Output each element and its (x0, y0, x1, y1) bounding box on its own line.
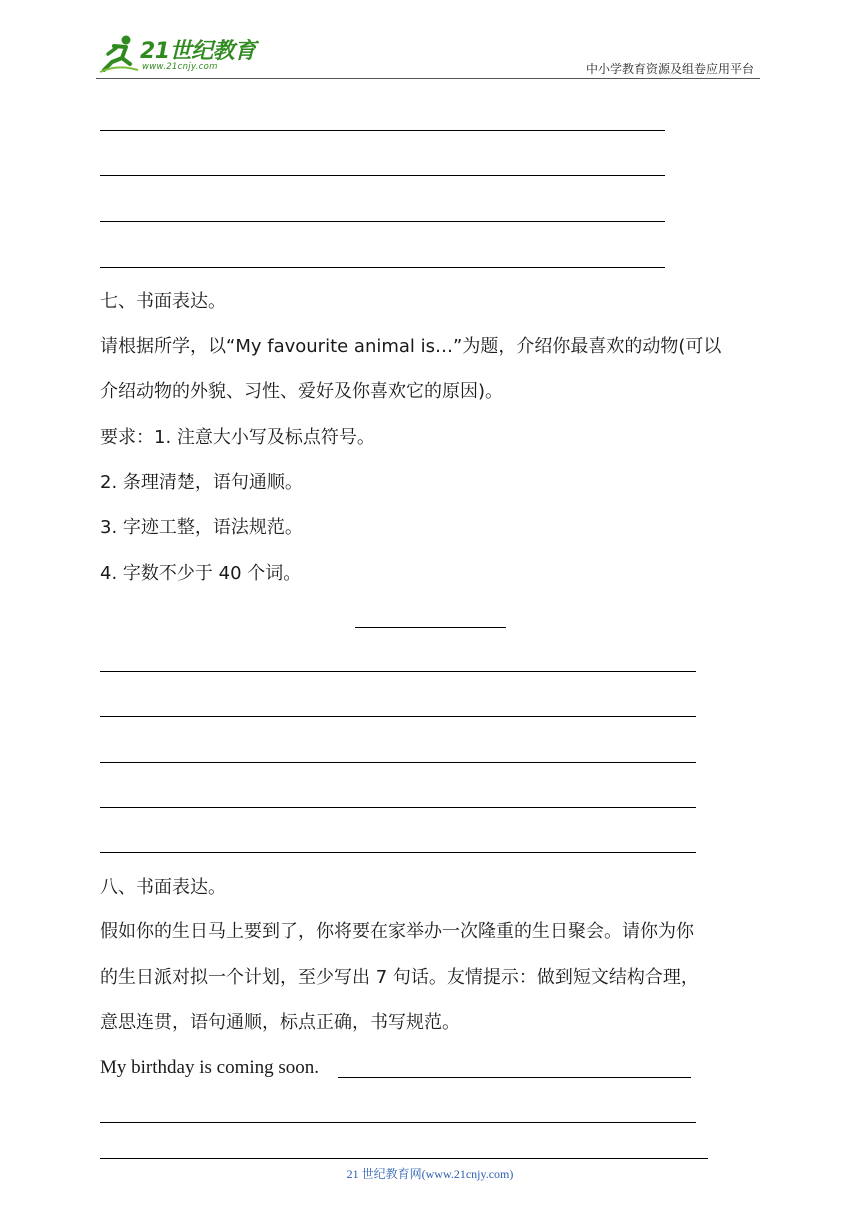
essay-answer-line[interactable] (100, 852, 696, 853)
section-7-requirement-4: 4. 字数不少于 40 个词。 (100, 563, 302, 584)
page-footer[interactable]: 21 世纪教育网(www.21cnjy.com) (346, 1167, 514, 1181)
page-header (0, 0, 860, 80)
answer-line[interactable] (100, 221, 665, 222)
section-8-prompt-line-3: 意思连贯，语句通顺，标点正确，书写规范。 (100, 1012, 460, 1033)
logo-text: 21世纪教育 (140, 39, 256, 64)
section-7-requirement-3: 3. 字迹工整，语法规范。 (100, 517, 303, 538)
answer-line[interactable] (100, 175, 665, 176)
section-7-prompt-line-2: 介绍动物的外貌、习性、爱好及你喜欢它的原因)。 (100, 381, 504, 402)
section-7-requirement-2: 2. 条理清楚，语句通顺。 (100, 472, 303, 493)
logo-url: www.21cnjy.com (142, 62, 218, 72)
essay-answer-line[interactable] (100, 762, 696, 763)
site-logo[interactable] (96, 34, 266, 78)
answer-line[interactable] (100, 267, 665, 268)
runner-logo-icon (96, 34, 140, 74)
essay-title-line[interactable] (355, 627, 506, 628)
section-8-prompt-line-2: 的生日派对拟一个计划，至少写出 7 句话。友情提示：做到短文结构合理， (100, 967, 699, 988)
starter-answer-line[interactable] (338, 1077, 691, 1078)
essay-answer-line[interactable] (100, 671, 696, 672)
section-8-starter-sentence: My birthday is coming soon. (100, 1057, 320, 1078)
essay-answer-line[interactable] (100, 716, 696, 717)
section-8-title: 八、书面表达。 (100, 877, 226, 898)
section-8-prompt-line-1: 假如你的生日马上要到了，你将要在家举办一次隆重的生日聚会。请你为你 (100, 921, 694, 942)
section-7-title: 七、书面表达。 (100, 291, 226, 312)
essay-answer-line[interactable] (100, 1122, 696, 1123)
header-divider (96, 78, 760, 79)
answer-line[interactable] (100, 130, 665, 131)
essay-answer-line[interactable] (100, 807, 696, 808)
section-7-requirement-1: 要求：1. 注意大小写及标点符号。 (100, 427, 375, 448)
platform-name: 中小学教育资源及组卷应用平台 (585, 62, 754, 76)
section-7-prompt-line-1: 请根据所学，以“My favourite animal is…”为题，介绍你最喜欢的动物(可以 (100, 336, 722, 357)
essay-answer-line[interactable] (100, 1158, 708, 1159)
